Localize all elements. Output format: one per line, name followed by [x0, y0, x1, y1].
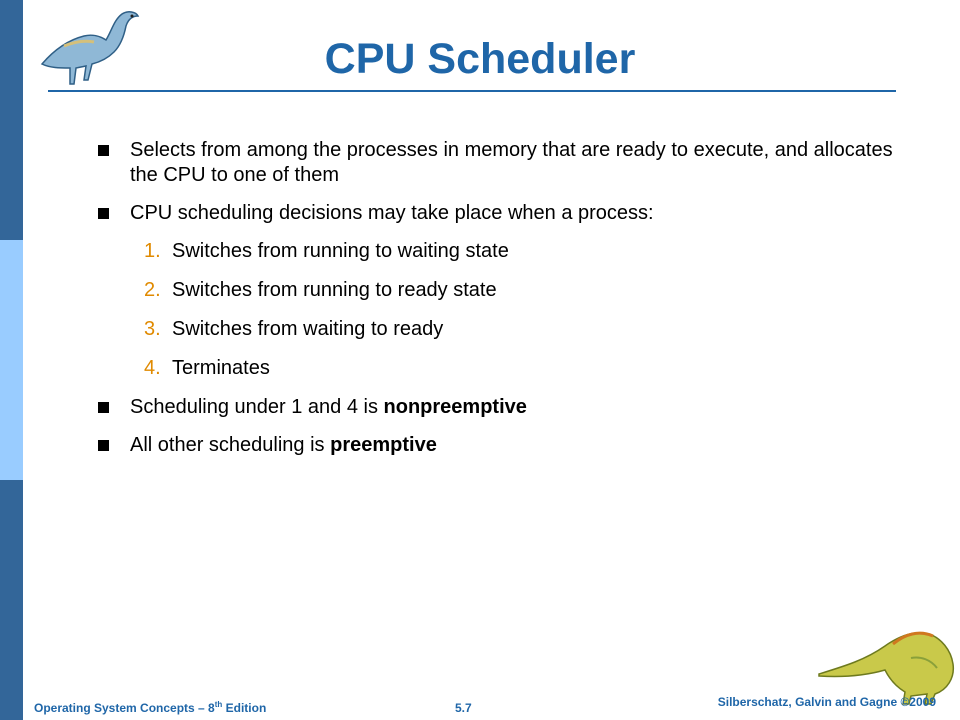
- title-underline: [48, 90, 896, 92]
- bullet-item: [96, 395, 916, 420]
- footer-book-title: [34, 700, 266, 715]
- bullet-item: [96, 433, 916, 458]
- sidebar-bottom-block: [0, 480, 23, 720]
- sidebar-middle-block: [0, 240, 23, 480]
- bullet-emphasis: nonpreemptive: [383, 396, 527, 418]
- numbered-text: Switches from running to waiting state: [172, 240, 509, 262]
- item-number: 1.: [144, 240, 161, 262]
- square-bullet-icon: [98, 440, 109, 451]
- dinosaur-top-icon: [34, 6, 146, 90]
- numbered-item: [96, 317, 916, 342]
- item-number: 4.: [144, 357, 161, 379]
- numbered-item: [96, 278, 916, 303]
- square-bullet-icon: [98, 402, 109, 413]
- bullet-text: Selects from among the processes in memory that are ready to execute, and allocates the CPU to one of them: [130, 139, 893, 186]
- left-sidebar-decoration: [0, 0, 23, 720]
- footer-title-main: Operating System Concepts – 8: [34, 701, 215, 715]
- bullet-item: [96, 138, 916, 188]
- sidebar-top-block: [0, 0, 23, 240]
- numbered-text: Switches from running to ready state: [172, 279, 497, 301]
- numbered-item: [96, 356, 916, 381]
- bullet-text: Scheduling under 1 and 4 is: [130, 396, 384, 418]
- numbered-text: Switches from waiting to ready: [172, 318, 444, 340]
- slide-title: CPU Scheduler: [324, 35, 636, 83]
- numbered-text: Terminates: [172, 357, 270, 379]
- bullet-text: CPU scheduling decisions may take place when a process:: [130, 202, 654, 224]
- bullet-emphasis: preemptive: [330, 434, 437, 456]
- footer-title-superscript: th: [214, 700, 223, 709]
- bullet-item: [96, 201, 916, 226]
- square-bullet-icon: [98, 208, 109, 219]
- slide-content: [96, 138, 916, 471]
- dinosaur-bottom-icon: [815, 616, 957, 706]
- square-bullet-icon: [98, 145, 109, 156]
- item-number: 3.: [144, 318, 161, 340]
- page-number: 5.7: [455, 701, 472, 715]
- footer-authors: Silberschatz, Galvin and Gagne ©2009: [717, 695, 936, 709]
- footer-title-tail: Edition: [222, 701, 267, 715]
- item-number: 2.: [144, 279, 161, 301]
- bullet-text: All other scheduling is: [130, 434, 331, 456]
- numbered-item: [96, 239, 916, 264]
